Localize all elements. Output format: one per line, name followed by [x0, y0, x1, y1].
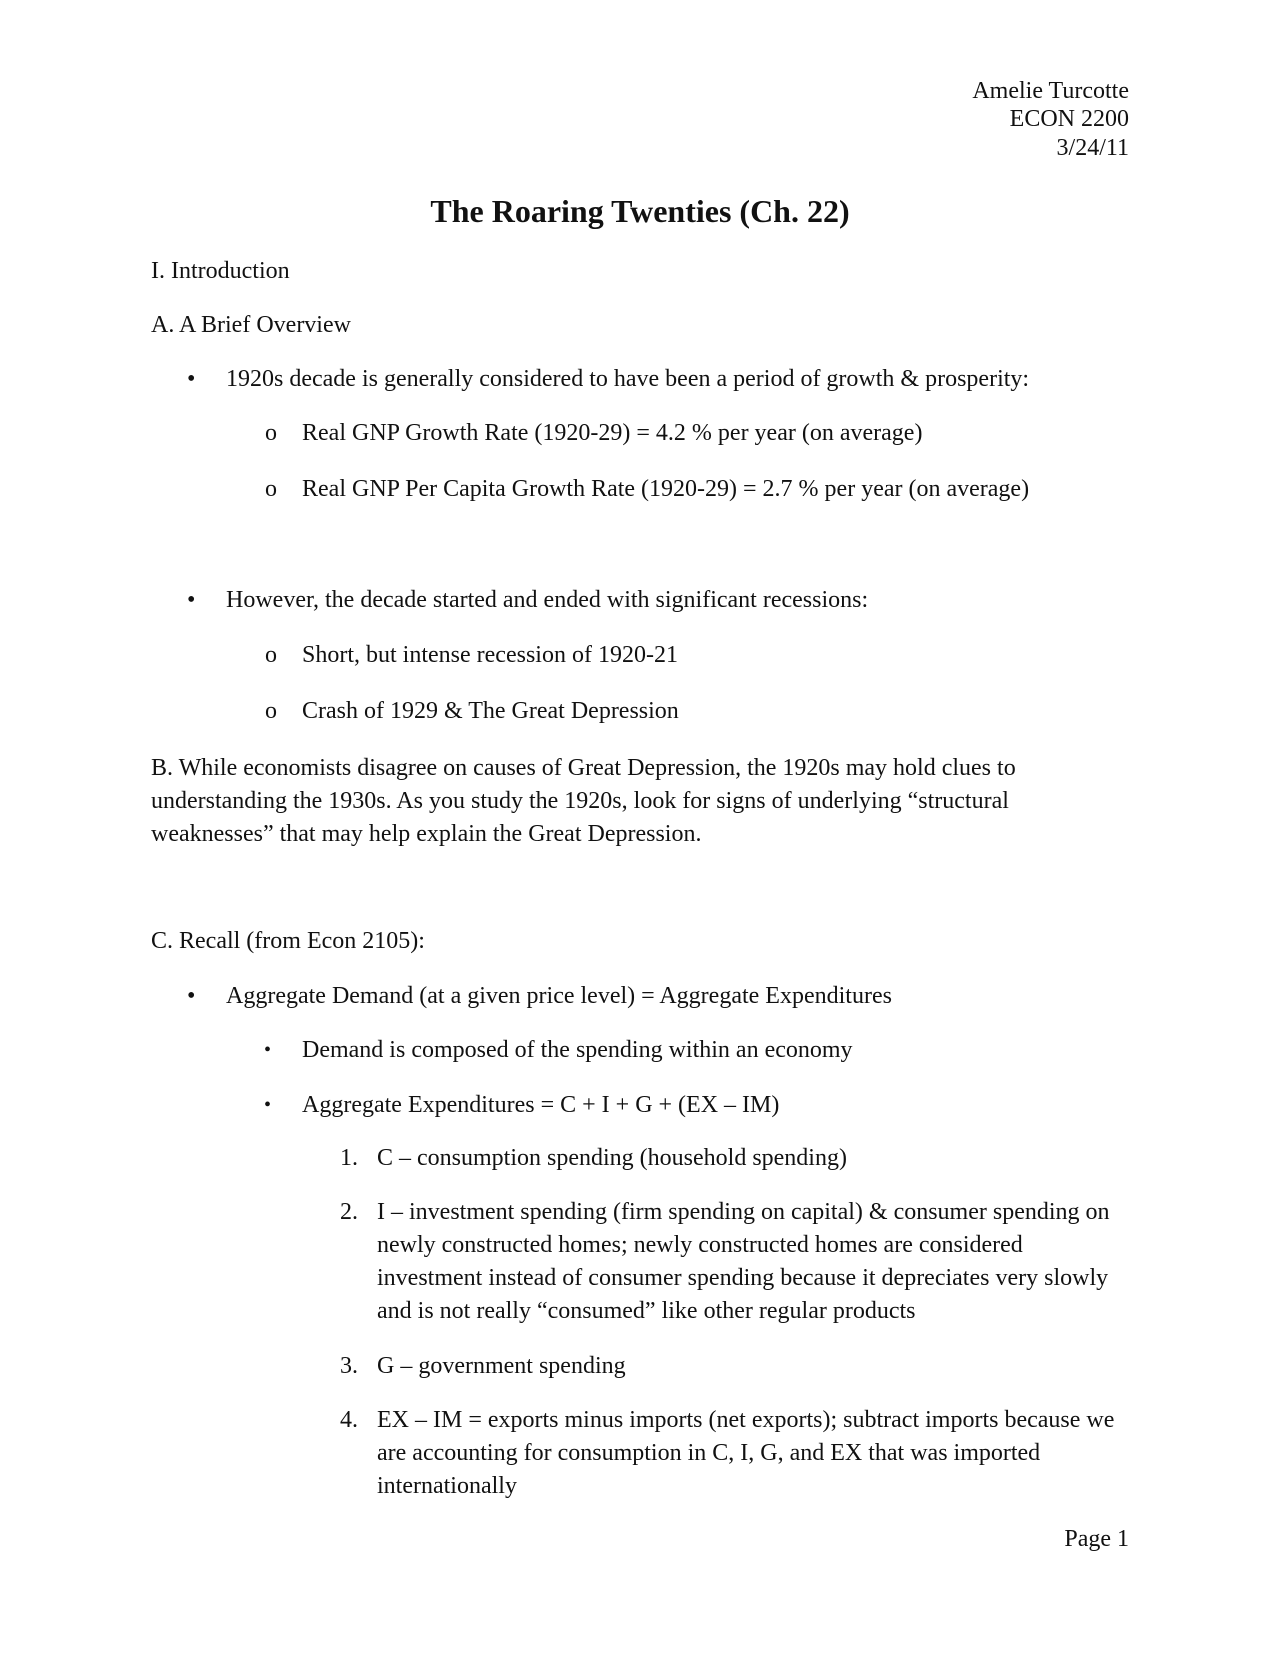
- overview-sub-item: Crash of 1929 & The Great Depression: [302, 698, 679, 724]
- sub-bullet-icon: o: [265, 420, 277, 446]
- heading-brief-overview: A. A Brief Overview: [151, 312, 351, 338]
- course-code: ECON 2200: [1009, 106, 1129, 132]
- overview-bullet: 1920s decade is generally considered to have been a period of growth & prosperity:: [226, 366, 1030, 392]
- list-number: 1.: [340, 1145, 358, 1171]
- overview-bullet: However, the decade started and ended with significant recessions:: [226, 587, 869, 613]
- bullet-icon: •: [264, 1039, 272, 1061]
- sub-bullet-icon: o: [265, 476, 277, 502]
- date: 3/24/11: [1056, 135, 1129, 161]
- document-title: The Roaring Twenties (Ch. 22): [430, 193, 850, 229]
- heading-introduction: I. Introduction: [151, 258, 290, 284]
- overview-sub-item: Short, but intense recession of 1920-21: [302, 642, 678, 668]
- list-number: 3.: [340, 1353, 358, 1379]
- list-number: 2.: [340, 1199, 358, 1225]
- overview-sub-item: Real GNP Growth Rate (1920-29) = 4.2 % per year (on average): [302, 420, 923, 446]
- sub-bullet-icon: o: [265, 642, 277, 668]
- sub-bullet-icon: o: [265, 698, 277, 724]
- author-name: Amelie Turcotte: [972, 78, 1129, 104]
- bullet-icon: •: [264, 1094, 272, 1116]
- component-item: G – government spending: [377, 1353, 626, 1379]
- bullet-icon: •: [187, 983, 196, 1009]
- component-item: I – investment spending (firm spending on capital) & consumer spending on newly constructed homes; newly constructed homes are considered investment instead of consumer spending because it depreciates very slowly and is not really “consumed” like other regular products: [377, 1199, 1110, 1324]
- recall-sub-item: Aggregate Expenditures = C + I + G + (EX – IM): [302, 1092, 780, 1118]
- component-item: C – consumption spending (household spending): [377, 1145, 847, 1171]
- recall-sub-item: Demand is composed of the spending within an economy: [302, 1037, 853, 1063]
- recall-bullet: Aggregate Demand (at a given price level) = Aggregate Expenditures: [226, 983, 892, 1009]
- page-number: Page 1: [1064, 1526, 1129, 1552]
- paragraph-b: B. While economists disagree on causes of Great Depression, the 1920s may hold clues to understanding the 1930s. As you study the 1920s, look for signs of underlying “structural weaknesses” that may help explain the Great Depression.: [151, 755, 1016, 847]
- component-item: EX – IM = exports minus imports (net exports); subtract imports because we are accounting for consumption in C, I, G, and EX that was imported internationally: [377, 1407, 1115, 1499]
- overview-sub-item: Real GNP Per Capita Growth Rate (1920-29) = 2.7 % per year (on average): [302, 476, 1030, 502]
- heading-recall: C. Recall (from Econ 2105):: [151, 928, 425, 954]
- list-number: 4.: [340, 1407, 358, 1433]
- bullet-icon: •: [187, 587, 196, 613]
- bullet-icon: •: [187, 366, 196, 392]
